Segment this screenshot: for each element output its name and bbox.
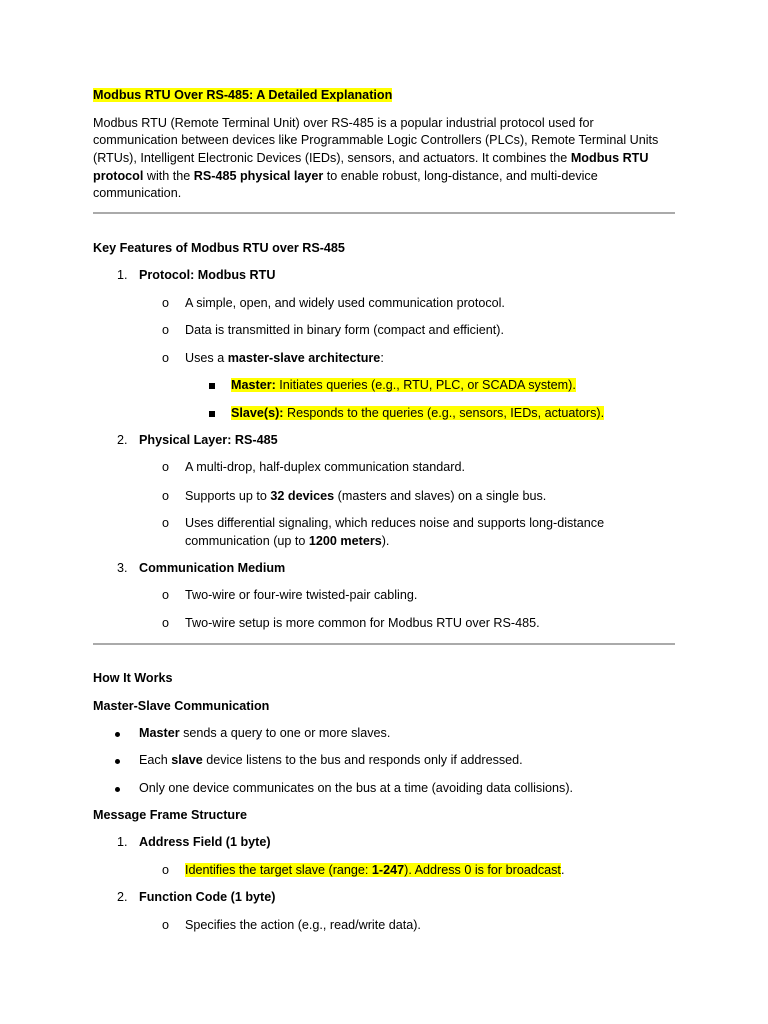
sub-item: Uses differential signaling, which reduces noise and supports long-distance <box>185 516 605 530</box>
intro-line: communication. <box>93 186 182 200</box>
list-item-communication-medium: Communication Medium <box>139 561 286 575</box>
list-item-physical-layer: Physical Layer: RS-485 <box>139 433 278 447</box>
intro-line: (RTUs), Intelligent Electronic Devices (IEDs), sensors, and actuators. It combines the Modbus RTU <box>93 151 649 165</box>
sub-item: Supports up to 32 devices (masters and slaves) on a single bus. <box>185 489 547 503</box>
circle-bullet-icon: o <box>162 616 170 630</box>
list-number: 3. <box>117 561 128 575</box>
circle-bullet-icon: o <box>162 351 170 365</box>
sub-item: Specifies the action (e.g., read/write data). <box>185 918 421 932</box>
circle-bullet-icon: o <box>162 489 170 503</box>
square-bullet-icon <box>209 383 215 389</box>
square-bullet-icon <box>209 411 215 417</box>
circle-bullet-icon: o <box>162 296 170 310</box>
list-number: 1. <box>117 835 128 849</box>
sub-item: Identifies the target slave (range: 1-247). Address 0 is for broadcast. <box>185 863 565 877</box>
sub-item: A simple, open, and widely used communication protocol. <box>185 296 505 310</box>
sub-item: Data is transmitted in binary form (compact and efficient). <box>185 323 504 337</box>
horizontal-rule <box>93 212 675 214</box>
circle-bullet-icon: o <box>162 863 170 877</box>
section-heading-how-it-works: How It Works <box>93 671 173 685</box>
bullet-item: Master sends a query to one or more slaves. <box>139 726 391 740</box>
sub-item-continuation: communication (up to 1200 meters). <box>185 534 390 548</box>
round-bullet-icon <box>115 732 120 737</box>
list-item-protocol: Protocol: Modbus RTU <box>139 268 276 282</box>
sub-item: Two-wire setup is more common for Modbus RTU over RS-485. <box>185 616 540 630</box>
horizontal-rule <box>93 643 675 645</box>
bullet-item: Only one device communicates on the bus at a time (avoiding data collisions). <box>139 781 574 795</box>
subheading-master-slave: Master-Slave Communication <box>93 699 270 713</box>
sub-item: Two-wire or four-wire twisted-pair cabling. <box>185 588 418 602</box>
document-title: Modbus RTU Over RS-485: A Detailed Explanation <box>93 88 393 102</box>
sub-sub-item-master: Master: Initiates queries (e.g., RTU, PLC, or SCADA system). <box>231 378 576 392</box>
list-number: 2. <box>117 890 128 904</box>
circle-bullet-icon: o <box>162 588 170 602</box>
sub-sub-item-slave: Slave(s): Responds to the queries (e.g., sensors, IEDs, actuators). <box>231 406 605 420</box>
circle-bullet-icon: o <box>162 323 170 337</box>
intro-line: communication between devices like Programmable Logic Controllers (PLCs), Remote Terminal Units <box>93 133 659 147</box>
intro-line: Modbus RTU (Remote Terminal Unit) over RS-485 is a popular industrial protocol used for <box>93 116 594 130</box>
list-item-address-field: Address Field (1 byte) <box>139 835 271 849</box>
sub-item: A multi-drop, half-duplex communication standard. <box>185 460 466 474</box>
list-item-function-code: Function Code (1 byte) <box>139 890 276 904</box>
round-bullet-icon <box>115 787 120 792</box>
section-heading-features: Key Features of Modbus RTU over RS-485 <box>93 241 345 255</box>
sub-item: Uses a master-slave architecture: <box>185 351 384 365</box>
intro-line: protocol with the RS-485 physical layer to enable robust, long-distance, and multi-device <box>93 169 598 183</box>
round-bullet-icon <box>115 759 120 764</box>
bullet-item: Each slave device listens to the bus and responds only if addressed. <box>139 753 523 767</box>
list-number: 1. <box>117 268 128 282</box>
circle-bullet-icon: o <box>162 516 170 530</box>
circle-bullet-icon: o <box>162 918 170 932</box>
subheading-message-frame: Message Frame Structure <box>93 808 247 822</box>
circle-bullet-icon: o <box>162 460 170 474</box>
list-number: 2. <box>117 433 128 447</box>
